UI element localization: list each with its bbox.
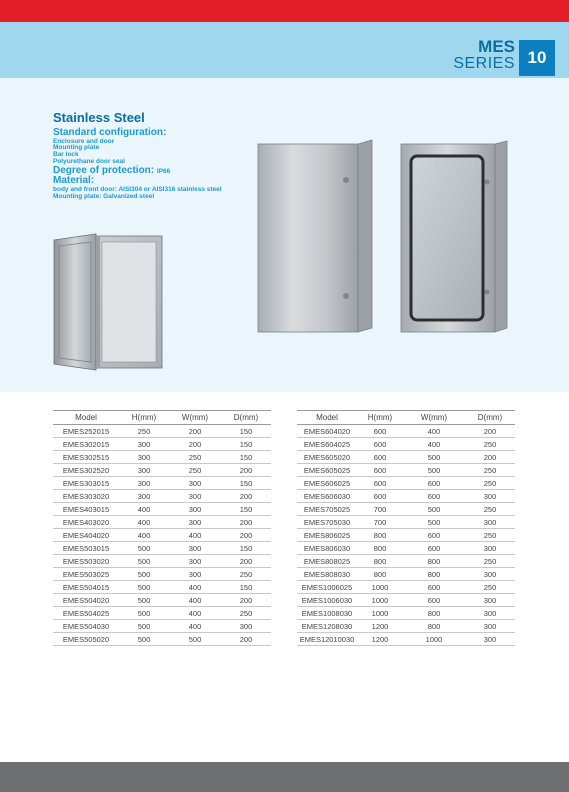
cell-model: EMES705025 — [297, 503, 357, 516]
cell-model: EMES12010030 — [297, 633, 357, 646]
cell-w: 600 — [403, 529, 465, 542]
table-row — [53, 607, 271, 620]
cell-d: 250 — [465, 581, 515, 594]
table-row — [297, 607, 515, 620]
table-row — [297, 464, 515, 477]
cell-w: 800 — [403, 607, 465, 620]
cell-model: EMES505020 — [53, 633, 119, 646]
table-row — [53, 581, 271, 594]
cell-d: 150 — [221, 542, 271, 555]
cell-model: EMES1006025 — [297, 581, 357, 594]
cell-h: 300 — [119, 490, 169, 503]
cell-w: 500 — [403, 516, 465, 529]
cell-w: 500 — [403, 503, 465, 516]
table-row — [297, 594, 515, 607]
header-h: H(mm) — [119, 411, 169, 425]
header-model: Model — [53, 411, 119, 425]
cell-w: 400 — [169, 620, 221, 633]
cell-d: 300 — [465, 633, 515, 646]
product-title: Stainless Steel — [53, 110, 145, 125]
table-row — [297, 425, 515, 438]
header-d: D(mm) — [221, 411, 271, 425]
cell-w: 300 — [169, 568, 221, 581]
cell-model: EMES503015 — [53, 542, 119, 555]
cell-w: 400 — [169, 607, 221, 620]
cell-h: 500 — [119, 607, 169, 620]
standard-item: Enclosure and door — [53, 137, 115, 145]
cell-w: 600 — [403, 581, 465, 594]
cell-model: EMES302520 — [53, 464, 119, 477]
cell-w: 600 — [403, 542, 465, 555]
header-w: W(mm) — [403, 411, 465, 425]
cell-model: EMES606025 — [297, 477, 357, 490]
cell-model: EMES504025 — [53, 607, 119, 620]
footer-bar — [0, 762, 569, 792]
cell-w: 300 — [169, 516, 221, 529]
cell-w: 400 — [169, 529, 221, 542]
cell-model: EMES303020 — [53, 490, 119, 503]
cell-h: 1200 — [357, 620, 403, 633]
cell-h: 600 — [357, 477, 403, 490]
standard-item: Bar lock — [53, 151, 79, 159]
cell-d: 300 — [221, 620, 271, 633]
cell-h: 300 — [119, 464, 169, 477]
cell-d: 150 — [221, 438, 271, 451]
cell-w: 600 — [403, 594, 465, 607]
material-item: body and front door: AISI304 or AISI316 stainless steel — [53, 185, 222, 193]
cell-model: EMES705030 — [297, 516, 357, 529]
table-header-row — [297, 411, 515, 425]
table-row — [297, 581, 515, 594]
cell-model: EMES303015 — [53, 477, 119, 490]
cell-h: 700 — [357, 503, 403, 516]
table-row — [53, 594, 271, 607]
cell-d: 300 — [465, 620, 515, 633]
cell-h: 500 — [119, 620, 169, 633]
cell-w: 300 — [169, 477, 221, 490]
table-row — [53, 542, 271, 555]
cell-model: EMES605025 — [297, 464, 357, 477]
table-row — [297, 529, 515, 542]
cell-w: 500 — [403, 451, 465, 464]
cell-model: EMES403015 — [53, 503, 119, 516]
cell-h: 800 — [357, 555, 403, 568]
series-label — [453, 38, 515, 72]
right-model-table — [297, 410, 515, 646]
cell-d: 150 — [221, 503, 271, 516]
series-code: MES — [478, 37, 515, 56]
series-word: SERIES — [453, 55, 515, 72]
table-row — [53, 529, 271, 542]
cell-model: EMES1006030 — [297, 594, 357, 607]
cell-h: 700 — [357, 516, 403, 529]
standard-heading: Standard configuration: — [53, 127, 167, 138]
cell-w: 300 — [169, 542, 221, 555]
table-row — [53, 620, 271, 633]
cell-w: 200 — [169, 438, 221, 451]
cell-d: 300 — [465, 542, 515, 555]
cell-w: 300 — [169, 503, 221, 516]
cell-w: 400 — [169, 594, 221, 607]
table-row — [297, 451, 515, 464]
table-row — [297, 438, 515, 451]
cell-d: 200 — [221, 464, 271, 477]
cell-model: EMES604025 — [297, 438, 357, 451]
cell-h: 600 — [357, 425, 403, 438]
table-row — [297, 620, 515, 633]
standard-item: Polyurethane door seal — [53, 157, 125, 165]
cell-d: 200 — [221, 516, 271, 529]
cell-h: 500 — [119, 581, 169, 594]
cell-d: 200 — [221, 529, 271, 542]
cell-model: EMES808030 — [297, 568, 357, 581]
cell-h: 500 — [119, 568, 169, 581]
table-row — [297, 542, 515, 555]
glass-door-enclosure-photo — [397, 140, 509, 336]
protection-value: IP66 — [156, 167, 171, 175]
cell-h: 1000 — [357, 581, 403, 594]
table-row — [53, 425, 271, 438]
cell-d: 250 — [465, 555, 515, 568]
cell-d: 300 — [465, 594, 515, 607]
cell-h: 500 — [119, 542, 169, 555]
cell-model: EMES604020 — [297, 425, 357, 438]
cell-d: 200 — [221, 594, 271, 607]
table-row — [297, 555, 515, 568]
closed-enclosure-photo — [254, 138, 376, 338]
cell-d: 300 — [465, 568, 515, 581]
cell-model: EMES504030 — [53, 620, 119, 633]
table-row — [297, 503, 515, 516]
product-spec — [53, 128, 273, 200]
cell-model: EMES1208030 — [297, 620, 357, 633]
cell-d: 150 — [221, 425, 271, 438]
cell-h: 600 — [357, 464, 403, 477]
cell-model: EMES808025 — [297, 555, 357, 568]
cell-w: 600 — [403, 490, 465, 503]
cell-h: 1000 — [357, 607, 403, 620]
cell-w: 800 — [403, 568, 465, 581]
table-row — [53, 503, 271, 516]
left-model-table — [53, 410, 271, 646]
cell-w: 300 — [169, 555, 221, 568]
cell-d: 150 — [221, 581, 271, 594]
cell-w: 400 — [169, 581, 221, 594]
table-row — [53, 516, 271, 529]
cell-d: 200 — [221, 633, 271, 646]
cell-model: EMES806030 — [297, 542, 357, 555]
cell-model: EMES605020 — [297, 451, 357, 464]
cell-model: EMES403020 — [53, 516, 119, 529]
cell-d: 250 — [221, 607, 271, 620]
material-item: Mounting plate: Galvanized steel — [53, 192, 155, 200]
cell-d: 300 — [465, 490, 515, 503]
cell-h: 600 — [357, 438, 403, 451]
cell-model: EMES504020 — [53, 594, 119, 607]
cell-model: EMES404020 — [53, 529, 119, 542]
cell-d: 200 — [221, 555, 271, 568]
table-row — [297, 490, 515, 503]
header-model: Model — [297, 411, 357, 425]
table-row — [53, 477, 271, 490]
cell-h: 400 — [119, 516, 169, 529]
header-d: D(mm) — [465, 411, 515, 425]
table-row — [297, 477, 515, 490]
cell-d: 250 — [465, 464, 515, 477]
cell-model: EMES504015 — [53, 581, 119, 594]
cell-model: EMES606030 — [297, 490, 357, 503]
cell-model: EMES1008030 — [297, 607, 357, 620]
cell-h: 500 — [119, 594, 169, 607]
cell-h: 1000 — [357, 594, 403, 607]
cell-h: 500 — [119, 555, 169, 568]
cell-h: 800 — [357, 529, 403, 542]
cell-w: 300 — [169, 490, 221, 503]
cell-w: 600 — [403, 477, 465, 490]
cell-d: 300 — [465, 516, 515, 529]
cell-h: 300 — [119, 451, 169, 464]
cell-d: 200 — [221, 490, 271, 503]
table-row — [53, 464, 271, 477]
header-w: W(mm) — [169, 411, 221, 425]
header-h: H(mm) — [357, 411, 403, 425]
cell-w: 500 — [403, 464, 465, 477]
right-table-body — [297, 425, 515, 646]
cell-h: 1200 — [357, 633, 403, 646]
page-number: 10 — [519, 40, 555, 76]
table-row — [297, 633, 515, 646]
table-row — [297, 568, 515, 581]
cell-model: EMES503020 — [53, 555, 119, 568]
cell-w: 200 — [169, 425, 221, 438]
cell-w: 800 — [403, 620, 465, 633]
cell-d: 250 — [465, 529, 515, 542]
cell-d: 150 — [221, 451, 271, 464]
cell-w: 800 — [403, 555, 465, 568]
table-row — [53, 438, 271, 451]
cell-h: 400 — [119, 503, 169, 516]
cell-h: 600 — [357, 451, 403, 464]
cell-h: 250 — [119, 425, 169, 438]
standard-item: Mounting plate — [53, 144, 100, 152]
cell-d: 150 — [221, 477, 271, 490]
table-row — [53, 633, 271, 646]
cell-model: EMES302015 — [53, 438, 119, 451]
cell-w: 400 — [403, 425, 465, 438]
table-row — [53, 490, 271, 503]
cell-model: EMES302515 — [53, 451, 119, 464]
top-red-bar — [0, 0, 569, 22]
cell-d: 250 — [221, 568, 271, 581]
cell-w: 400 — [403, 438, 465, 451]
cell-h: 500 — [119, 633, 169, 646]
cell-model: EMES503025 — [53, 568, 119, 581]
table-row — [297, 516, 515, 529]
cell-h: 800 — [357, 542, 403, 555]
cell-d: 250 — [465, 477, 515, 490]
cell-h: 300 — [119, 438, 169, 451]
cell-h: 300 — [119, 477, 169, 490]
cell-model: EMES806025 — [297, 529, 357, 542]
table-header-row — [53, 411, 271, 425]
open-enclosure-photo — [52, 232, 164, 374]
cell-model: EMES252015 — [53, 425, 119, 438]
cell-d: 200 — [465, 451, 515, 464]
cell-w: 250 — [169, 451, 221, 464]
left-table-body — [53, 425, 271, 646]
protection-heading: Degree of protection: — [53, 164, 155, 176]
cell-d: 300 — [465, 607, 515, 620]
table-row — [53, 555, 271, 568]
cell-w: 1000 — [403, 633, 465, 646]
cell-w: 500 — [169, 633, 221, 646]
cell-d: 200 — [465, 425, 515, 438]
cell-h: 400 — [119, 529, 169, 542]
cell-h: 800 — [357, 568, 403, 581]
cell-h: 600 — [357, 490, 403, 503]
table-row — [53, 451, 271, 464]
cell-w: 250 — [169, 464, 221, 477]
cell-d: 250 — [465, 503, 515, 516]
cell-d: 250 — [465, 438, 515, 451]
material-heading: Material: — [53, 175, 95, 187]
table-row — [53, 568, 271, 581]
